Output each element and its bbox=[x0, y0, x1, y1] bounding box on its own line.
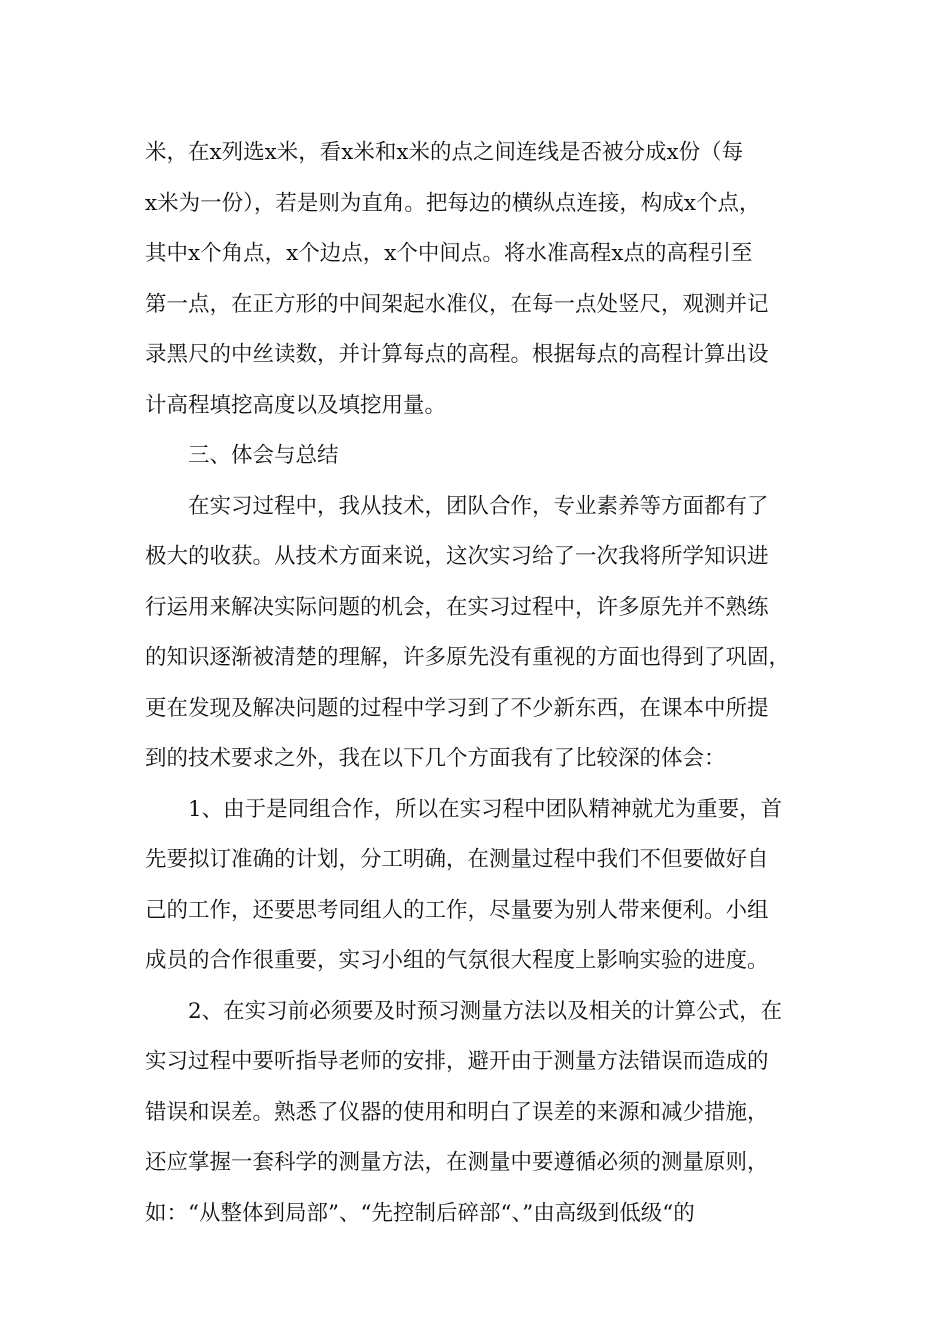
text-line: 成员的合作很重要，实习小组的气氛很大程度上影响实验的进度。 bbox=[145, 948, 769, 973]
text-line: 录黑尺的中丝读数，并计算每点的高程。根据每点的高程计算出设 bbox=[145, 342, 769, 367]
text-line: 第一点，在正方形的中间架起水准仪，在每一点处竖尺，观测并记 bbox=[145, 291, 769, 317]
text-line: 米，在x列选x米，看x米和x米的点之间连线是否被分成x份（每 bbox=[145, 140, 744, 165]
list-item-1-first-line: 1、由于是同组合作，所以在实习程中团队精神就尤为重要，首 bbox=[188, 796, 783, 822]
text-line: 的知识逐渐被清楚的理解，许多原先没有重视的方面也得到了巩固， bbox=[145, 645, 791, 670]
text-line: 行运用来解决实际问题的机会，在实习过程中，许多原先并不熟练 bbox=[145, 594, 769, 620]
text-line: 其中x个角点，x个边点，x个中间点。将水准高程x点的高程引至 bbox=[145, 241, 753, 266]
text-line: 还应掌握一套科学的测量方法，在测量中要遵循必须的测量原则， bbox=[145, 1150, 769, 1175]
text-line: 极大的收获。从技术方面来说，这次实习给了一次我将所学知识进 bbox=[145, 544, 769, 569]
text-line: 实习过程中要听指导老师的安排，避开由于测量方法错误而造成的 bbox=[145, 1049, 769, 1074]
text-line: 己的工作，还要思考同组人的工作，尽量要为别人带来便利。小组 bbox=[145, 897, 769, 923]
text-line: 先要拟订准确的计划，分工明确，在测量过程中我们不但要做好自 bbox=[145, 847, 769, 872]
text-line: 错误和误差。熟悉了仪器的使用和明白了误差的来源和减少措施， bbox=[145, 1099, 769, 1125]
list-item-2-first-line: 2、在实习前必须要及时预习测量方法以及相关的计算公式，在 bbox=[188, 998, 783, 1024]
text-line: 更在发现及解决问题的过程中学习到了不少新东西，在课本中所提 bbox=[145, 695, 769, 721]
text-line: 到的技术要求之外，我在以下几个方面我有了比较深的体会： bbox=[145, 746, 726, 771]
paragraph-first-line: 在实习过程中，我从技术，团队合作，专业素养等方面都有了 bbox=[188, 493, 769, 519]
text-line: x米为一份），若是则为直角。把每边的横纵点连接，构成x个点， bbox=[145, 190, 761, 216]
text-line: 计高程填挖高度以及填挖用量。 bbox=[145, 392, 447, 418]
text-line: 如：“从整体到局部”、“先控制后碎部“、”由高级到低级“的 bbox=[145, 1200, 695, 1226]
document-body bbox=[145, 128, 805, 1239]
section-heading: 三、体会与总结 bbox=[188, 443, 339, 468]
